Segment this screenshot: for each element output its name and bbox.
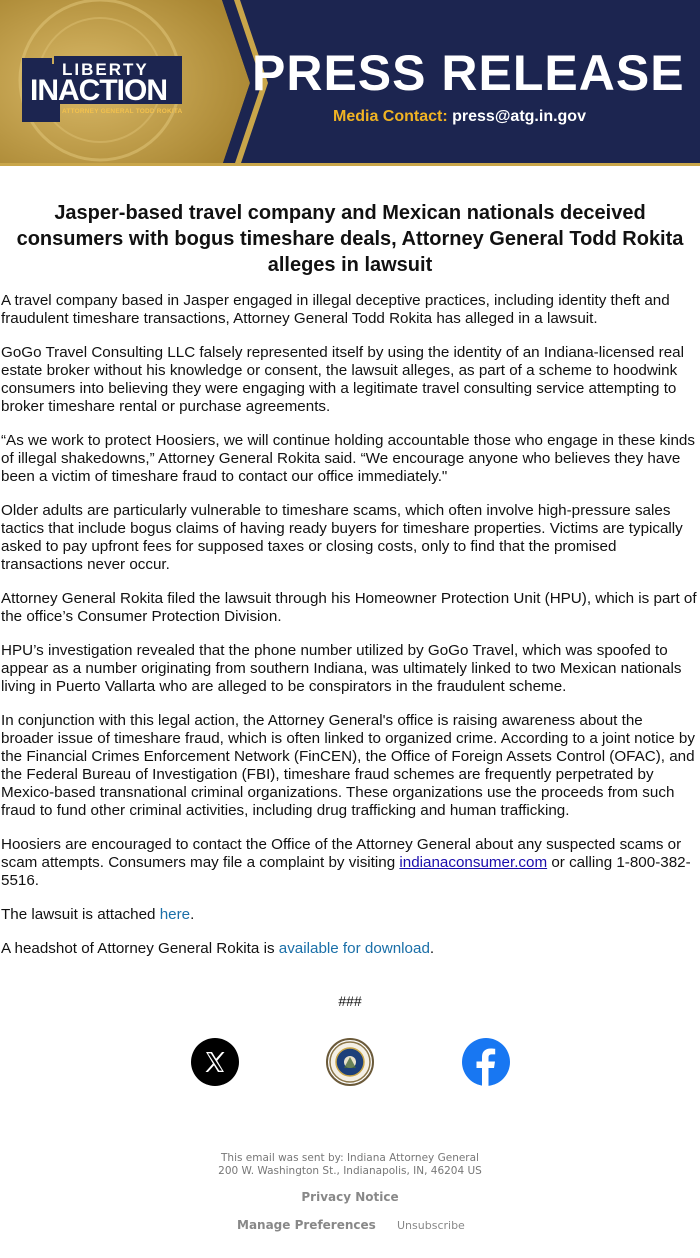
paragraph-7: In conjunction with this legal action, the Attorney General's office is raising awareness about the broader issue of timeshare fraud, which is often linked to organized crime. According to a joint notice by the Financial Crimes Enforcement Network (FinCEN), the Office of Foreign Assets Control (OFAC), and the Federal Bureau of Investigation (FBI), timeshare fraud schemes are frequently perpetrated by Mexico-based transnational criminal organizations. These organizations use the proceeds from such fraud to fund other criminal activities, including drug trafficking and human trafficking. bbox=[1, 712, 695, 819]
paragraph-8 bbox=[1, 836, 699, 890]
paragraph-9 bbox=[1, 906, 699, 924]
logo-liberty-text: LIBERTY bbox=[62, 60, 149, 79]
p8-text-before: Hoosiers are encouraged to contact the Office of the Attorney General about any suspected scams or scam attempts. Consumers may file a complaint by visiting bbox=[1, 836, 682, 871]
manage-preferences-link[interactable]: Manage Preferences bbox=[237, 1218, 376, 1232]
p9-text-before: The lawsuit is attached bbox=[1, 906, 160, 923]
end-mark: ### bbox=[338, 993, 362, 1009]
paragraph-2: GoGo Travel Consulting LLC falsely represented itself by using the identity of an Indiana-licensed real estate broker without his knowledge or consent, the lawsuit alleges, as part of a scheme to hoodwink consumers into believing they were engaging with a legitimate travel consulting service attempting to broker timeshare rental or purchase agreements. bbox=[1, 344, 684, 415]
footer-sent-by: This email was sent by: Indiana Attorney General bbox=[221, 1152, 479, 1164]
p9-text-after: . bbox=[190, 906, 195, 923]
unsubscribe-link[interactable]: Unsubscribe bbox=[397, 1219, 465, 1232]
paragraph-10 bbox=[1, 940, 699, 958]
footer-address: 200 W. Washington St., Indianapolis, IN, 46204 US bbox=[218, 1165, 482, 1177]
x-logo-glyph bbox=[191, 1038, 239, 1086]
lawsuit-link[interactable]: here bbox=[159, 906, 191, 923]
paragraph-5: Attorney General Rokita filed the lawsuit through his Homeowner Protection Unit (HPU), which is part of the office’s Consumer Protection Division. bbox=[1, 590, 697, 625]
paragraph-1: A travel company based in Jasper engaged in illegal deceptive practices, including identity theft and fraudulent timeshare transactions, Attorney General Todd Rokita has alleged in a lawsuit. bbox=[1, 292, 670, 327]
facebook-icon[interactable] bbox=[462, 1038, 510, 1086]
press-release-banner bbox=[0, 0, 700, 166]
media-contact-email[interactable]: press@atg.in.gov bbox=[452, 108, 586, 125]
facebook-glyph bbox=[462, 1038, 510, 1086]
paragraph-6: HPU’s investigation revealed that the phone number utilized by GoGo Travel, which was spoofed to appear as a number originating from southern Indiana, was ultimately linked to two Mexican nationals living in Puerto Vallarta who are alleged to be conspirators in the fraudulent scheme. bbox=[1, 642, 682, 695]
headline: Jasper-based travel company and Mexican nationals deceived consumers with bogus timeshare deals, Attorney General Todd Rokita alleges in lawsuit bbox=[16, 202, 684, 276]
privacy-notice-link[interactable]: Privacy Notice bbox=[301, 1190, 399, 1204]
p10-text-after: . bbox=[429, 940, 435, 957]
p8-text-after: or calling 1-800-382-5516. bbox=[1, 854, 691, 889]
state-seal-icon[interactable] bbox=[326, 1038, 374, 1086]
logo-inaction-text: INACTION bbox=[30, 74, 167, 107]
x-logo-icon[interactable] bbox=[191, 1038, 239, 1086]
p10-text-before: A headshot of Attorney General Rokita is bbox=[1, 940, 279, 957]
media-contact-label: Media Contact: bbox=[333, 108, 448, 125]
seal-glyph bbox=[328, 1040, 372, 1084]
footer-sender-info bbox=[0, 1152, 700, 1178]
logo-subtitle: ATTORNEY GENERAL TODD ROKITA bbox=[62, 108, 183, 115]
media-contact bbox=[333, 108, 586, 126]
press-release-title: PRESS RELEASE bbox=[252, 45, 685, 101]
paragraph-4: Older adults are particularly vulnerable to timeshare scams, which often involve high-pressure sales tactics that include bogus claims of having ready buyers for timeshare properties. Victims are typically asked to pay upfront fees for supposed taxes or closing costs, only to find that the promised transactions never occur. bbox=[1, 502, 683, 573]
article-body bbox=[1, 292, 699, 974]
paragraph-3: “As we work to protect Hoosiers, we will continue holding accountable those who engage in these kinds of illegal shakedowns,” Attorney General Rokita said. “We encourage anyone who believes they have been a victim of timeshare fraud to contact our office immediately." bbox=[1, 432, 695, 485]
headshot-download-link[interactable]: available for download bbox=[278, 940, 430, 957]
indianaconsumer-link[interactable]: indianaconsumer.com bbox=[399, 854, 548, 871]
